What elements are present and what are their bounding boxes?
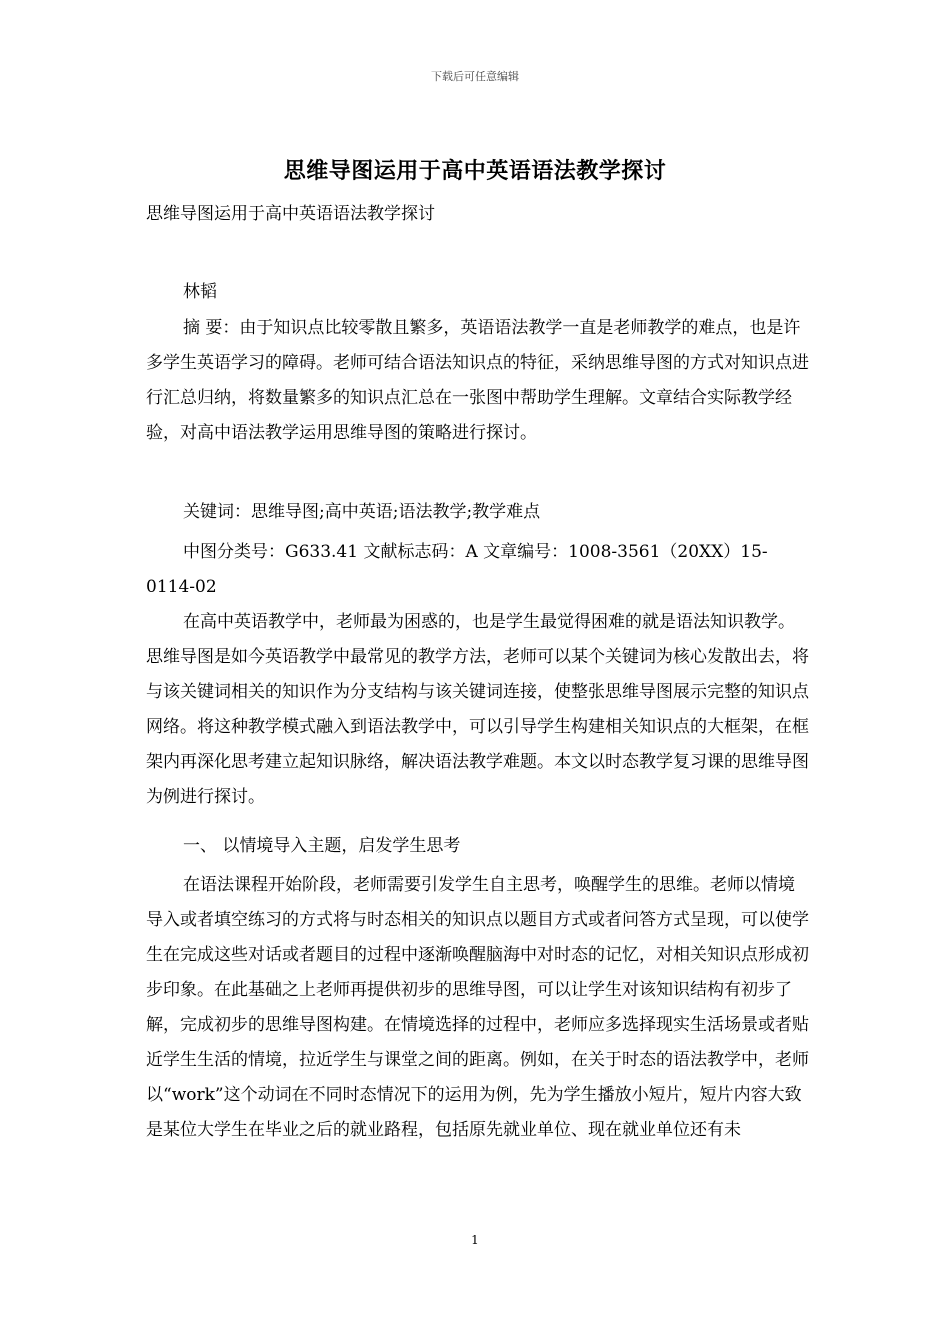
abstract-paragraph: 摘 要：由于知识点比较零散且繁多，英语语法教学一直是老师教学的难点，也是许多学生英语学习的障碍。老师可结合语法知识点的特征，采纳思维导图的方式对知识点进行汇总归纳，将数量繁多的知识点汇总在一张图中帮助学生理解。文章结合实际教学经验，对高中语法教学运用思维导图的策略进行探讨。 bbox=[146, 318, 809, 443]
author-name: 林韬 bbox=[183, 282, 217, 302]
body-paragraph-1: 在高中英语教学中，老师最为困惑的，也是学生最觉得困难的就是语法知识教学。思维导图是如今英语教学中最常见的教学方法，老师可以某个关键词为核心发散出去，将与该关键词相关的知识作为分支结构与该关键词连接，使整张思维导图展示完整的知识点网络。将这种教学模式融入到语法教学中，可以引导学生构建相关知识点的大框架，在框架内再深化思考建立起知识脉络，解决语法教学难题。本文以时态教学复习课的思维导图为例进行探讨。 bbox=[146, 612, 809, 807]
document-subtitle: 思维导图运用于高中英语语法教学探讨 bbox=[146, 204, 435, 224]
body-paragraph-2: 在语法课程开始阶段，老师需要引发学生自主思考，唤醒学生的思维。老师以情境导入或者填空练习的方式将与时态相关的知识点以题目方式或者问答方式呈现，可以使学生在完成这些对话或者题目的过程中逐渐唤醒脑海中对时态的记忆，对相关知识点形成初步印象。在此基础之上老师再提供初步的思维导图，可以让学生对该知识结构有初步了解，完成初步的思维导图构建。在情境选择的过程中，老师应多选择现实生活场景或者贴近学生生活的情境，拉近学生与课堂之间的距离。例如，在关于时态的语法教学中，老师以“work”这个动词在不同时态情况下的运用为例，先为学生播放小短片，短片内容大致是某位大学生在毕业之后的就业路程，包括原先就业单位、现在就业单位还有未 bbox=[146, 875, 809, 1140]
document-title: 思维导图运用于高中英语语法教学探讨 bbox=[283, 158, 667, 184]
keywords-line: 关键词：思维导图;高中英语;语法教学;教学难点 bbox=[183, 502, 541, 522]
header-note: 下载后可任意编辑 bbox=[431, 70, 519, 83]
classification-line: 中图分类号：G633.41 文献标志码：A 文章编号：1008-3561（20XX）15-0114-02 bbox=[146, 542, 768, 597]
page-number: 1 bbox=[471, 1233, 479, 1247]
section-heading-1: 一、 以情境导入主题，启发学生思考 bbox=[183, 836, 461, 856]
